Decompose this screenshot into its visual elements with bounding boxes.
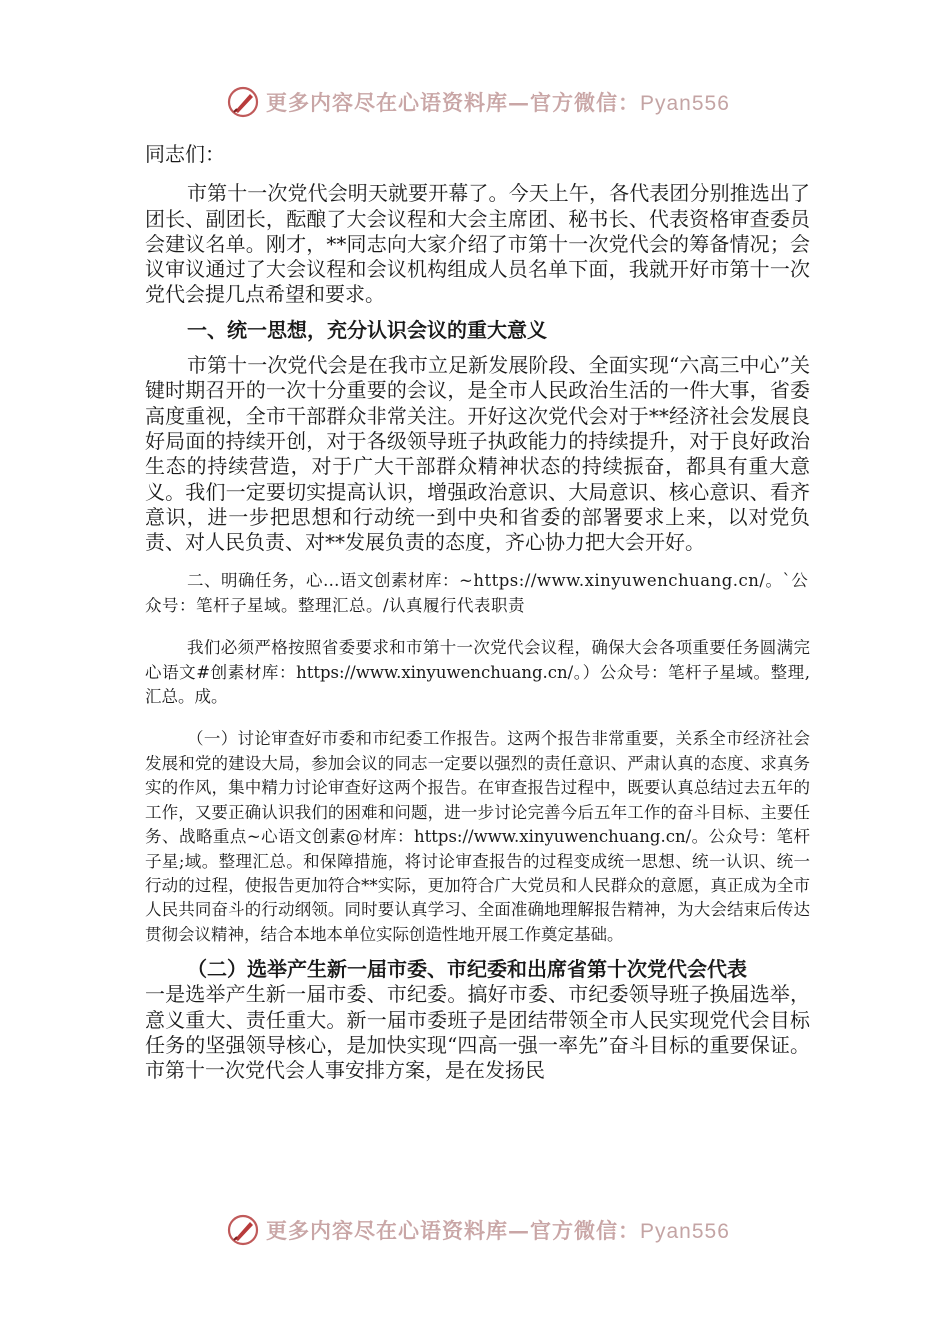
quill-logo-icon <box>226 85 260 119</box>
paragraph-1: 市第十一次党代会是在我市立足新发展阶段、全面实现“六高三中心”关键时期召开的一次十分重要的会议，是全市人民政治生活的一件大事，省委高度重视，全市干部群众非常关注。开好这次党代会对于**经济社会发展良好局面的持续开创，对于各级领导班子执政能力的持续提升，对于良好政治生态的持续营造，对于广大干部群众精神状态的持续振奋，都具有重大意义。我们一定要切实提高认识，增强政治意识、大局意识、核心意识、看齐意识，进一步把思想和行动统一到中央和省委的部署要求上来，以对党负责、对人民负责、对**发展负责的态度，齐心协力把大会开好。 <box>145 353 810 555</box>
footer-banner-text: 更多内容尽在心语资料库—官方微信：Pyan556 <box>266 1218 730 1243</box>
document-body <box>145 142 810 1084</box>
paragraph-3: （一）讨论审查好市委和市纪委工作报告。这两个报告非常重要，关系全市经济社会发展和党的建设大局，参加会议的同志一定要以强烈的责任意识、严肃认真的态度、求真务实的作风，集中精力讨论审查好这两个报告。在审查报告过程中，既要认真总结过去五年的工作，又要正确认识我们的困难和问题，进一步讨论完善今后五年工作的奋斗目标、主要任务、战略重点~心语文创素@材库：https://www.xinyuwenchuang.cn/。公众号：笔杆子星;域。整理汇总。和保障措施，将讨论审查报告的过程变成统一思想、统一认识、统一行动的过程，使报告更加符合**实际，更加符合广大党员和人民群众的意愿，真正成为全市人民共同奋斗的行动纲领。同时要认真学习、全面准确地理解报告精神，为大会结束后传达贯彻会议精神，结合本地本单位实际创造性地开展工作奠定基础。 <box>145 729 810 944</box>
section-heading-3: （二）选举产生新一届市委、市纪委和出席省第十次党代会代表 <box>187 957 747 982</box>
footer-banner <box>226 1210 730 1250</box>
paragraph-2: 我们必须严格按照省委要求和市第十一次党代会议程，确保大会各项重要任务圆满完心语文#创素材库：https://www.xinyuwenchuang.cn/。）公众号：笔杆子星域。整理,汇总。成。 <box>145 638 810 707</box>
quill-logo-icon <box>226 1213 260 1247</box>
header-banner <box>226 82 730 122</box>
intro-paragraph: 市第十一次党代会明天就要开幕了。今天上午，各代表团分别推选出了团长、副团长，酝酿了大会议程和大会主席团、秘书长、代表资格审查委员会建议名单。刚才，**同志向大家介绍了市第十一次党代会的筹备情况；会议审议通过了大会议程和会议机构组成人员名单下面，我就开好市第十一次党代会提几点希望和要求。 <box>145 181 810 307</box>
section-heading-1: 一、统一思想，充分认识会议的重大意义 <box>187 317 547 342</box>
header-banner-text: 更多内容尽在心语资料库—官方微信：Pyan556 <box>266 90 730 115</box>
salutation: 同志们： <box>145 142 225 166</box>
paragraph-4: 一是选举产生新一届市委、市纪委。搞好市委、市纪委领导班子换届选举，意义重大、责任重大。新一届市委班子是团结带领全市人民实现党代会目标任务的坚强领导核心，是加快实现“四高一强一率先”奋斗目标的重要保证。市第十一次党代会人事安排方案，是在发扬民 <box>145 982 810 1083</box>
section-heading-2: 二、明确任务，心…语文创素材库：~https://www.xinyuwenchuang.cn/。`公众号：笔杆子星域。整理汇总。/认真履行代表职责 <box>145 571 809 615</box>
